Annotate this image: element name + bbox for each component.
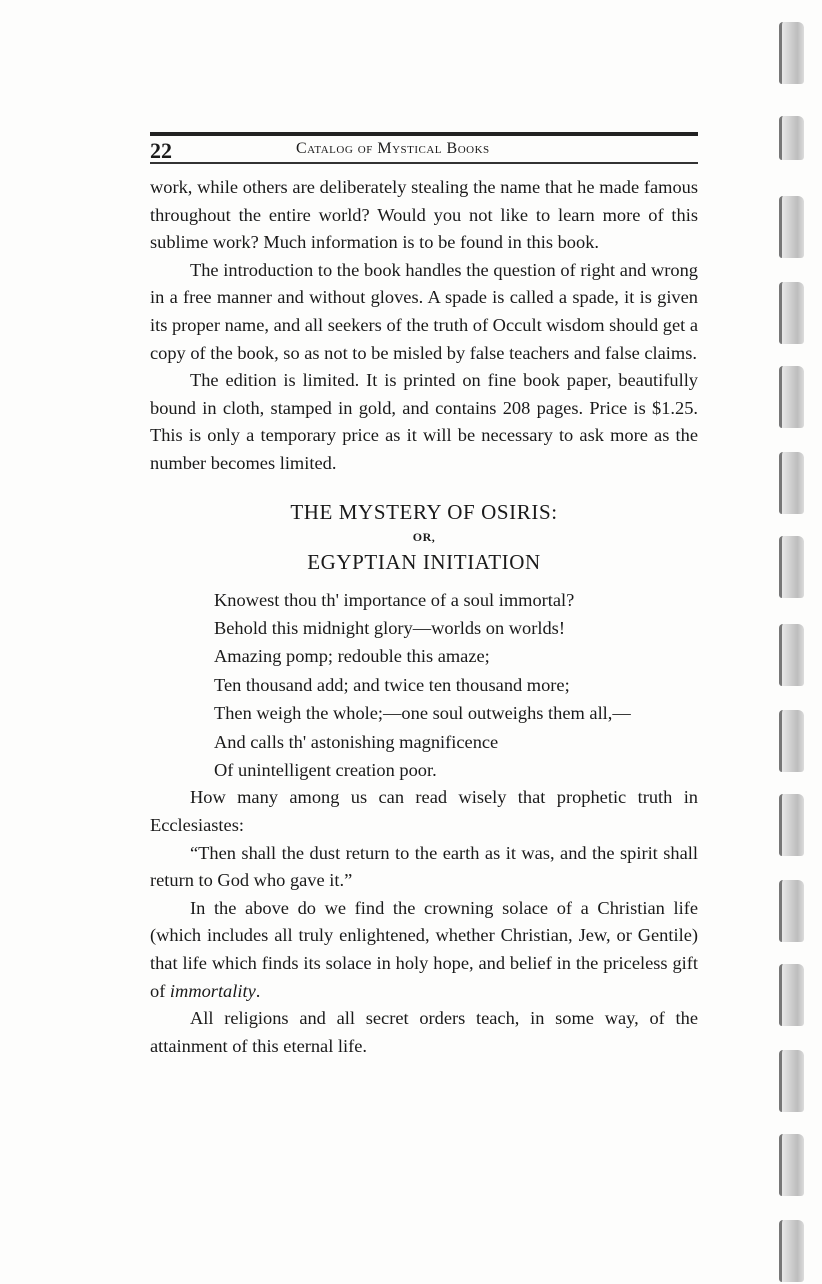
spiral-binding	[772, 0, 822, 1284]
poem-line: And calls th' astonishing magnificence	[214, 731, 499, 752]
binding-mark	[779, 880, 804, 942]
paragraph: work, while others are deliberately stealing the name that he made famous throughout the entire world? Would you not like to learn more of this sublime work? Much information is to be found in this book.	[150, 177, 698, 253]
poem-line: Knowest thou th' importance of a soul immortal?	[214, 589, 575, 610]
binding-mark	[779, 452, 804, 514]
binding-mark	[779, 710, 804, 772]
page-body	[150, 174, 698, 1060]
paragraph-text: In the above do we find the crowning solace of a Christian life (which includes all truly enlightened, whether Christian, Jew, or Gentile) that life which finds its solace in holy hope, and belief in the priceless gift of	[150, 897, 698, 1001]
binding-mark	[779, 282, 804, 344]
poem-line: Then weigh the whole;—one soul outweighs them all,—	[214, 703, 631, 724]
running-header	[150, 132, 698, 164]
running-title: Catalog of Mystical Books	[296, 140, 490, 157]
paragraph: The edition is limited. It is printed on fine book paper, beautifully bound in cloth, stamped in gold, and contains 208 pages. Price is $1.25. This is only a temporary price as it will be necessary to ask more as the number becomes limited.	[150, 370, 698, 473]
binding-mark	[779, 22, 804, 84]
binding-mark	[779, 1050, 804, 1112]
paragraph	[150, 895, 698, 1005]
binding-mark	[779, 1220, 804, 1282]
binding-mark	[779, 794, 804, 856]
section-or: OR,	[412, 529, 436, 544]
paragraph: How many among us can read wisely that prophetic truth in Ecclesiastes:	[150, 787, 698, 835]
binding-mark	[779, 964, 804, 1026]
quotation: “Then shall the dust return to the earth as it was, and the spirit shall return to God who gave it.”	[150, 842, 698, 891]
paragraph: All religions and all secret orders teach, in some way, of the attainment of this eternal life.	[150, 1008, 698, 1056]
paragraph: The introduction to the book handles the question of right and wrong in a free manner and without gloves. A spade is called a spade, it is given its proper name, and all seekers of the truth of Occult wisdom should get a copy of the book, so as not to be misled by false teachers and false claims.	[150, 259, 699, 363]
section-title: THE MYSTERY OF OSIRIS:	[290, 499, 558, 524]
poem-line: Amazing pomp; redouble this amaze;	[214, 646, 490, 667]
poem	[214, 586, 698, 785]
binding-mark	[779, 196, 804, 258]
paragraph-text-end: .	[255, 980, 261, 1001]
poem-line: Ten thousand add; and twice ten thousand more;	[214, 674, 570, 695]
page-number: 22	[150, 138, 172, 163]
binding-mark	[779, 1134, 804, 1196]
emphasis-text: immortality	[169, 980, 256, 1001]
binding-mark	[779, 536, 804, 598]
poem-line: Behold this midnight glory—worlds on worlds!	[214, 617, 565, 638]
binding-mark	[779, 366, 804, 428]
binding-mark	[779, 624, 804, 686]
poem-line: Of unintelligent creation poor.	[214, 759, 437, 780]
binding-mark	[779, 116, 804, 160]
section-subtitle: EGYPTIAN INITIATION	[307, 549, 541, 574]
